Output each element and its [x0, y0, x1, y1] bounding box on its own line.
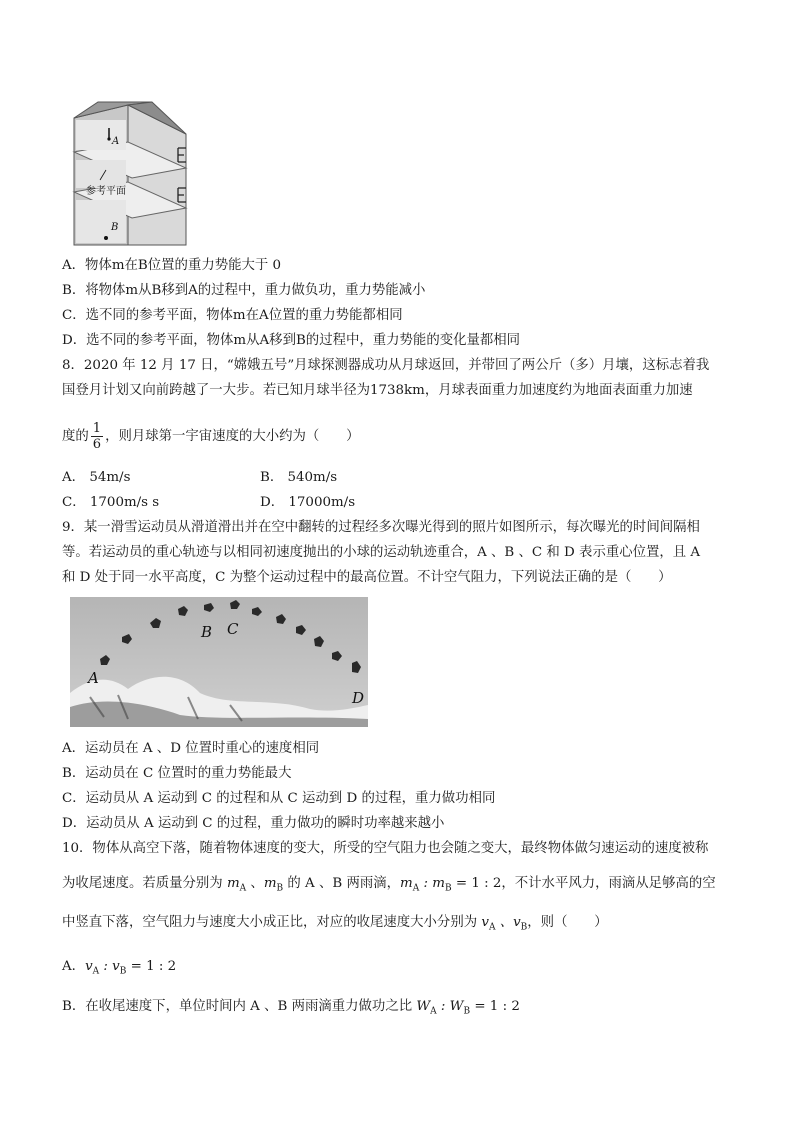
reference-plane-label: 参考平面 — [86, 186, 126, 197]
q10-option-b-prefix: B．在收尾速度下，单位时间内 A 、B 两雨滴重力做功之比 — [62, 999, 417, 1014]
q7-option-c: C．选不同的参考平面，物体m在A位置的重力势能都相同 — [62, 308, 403, 323]
q7-option-a: A．物体m在B位置的重力势能大于 0 — [62, 258, 282, 273]
fraction-denominator: 6 — [92, 437, 102, 452]
q8-line-3 — [62, 421, 359, 452]
mass-ratio-value: = 1 : 2 — [451, 876, 502, 891]
mass-ratio-lhs: $m_A$ : $m_B$ — [400, 876, 452, 894]
q7-option-d: D．选不同的参考平面，物体m从A移到B的过程中，重力势能的变化量都相同 — [62, 333, 521, 348]
work-ratio-value: = 1 : 2 — [470, 999, 520, 1014]
ski-jump-photo — [70, 597, 368, 727]
photo-label-d: D — [352, 689, 365, 707]
q10-line-3-suffix: ，则（ ） — [527, 915, 608, 930]
q10-option-b — [62, 998, 520, 1021]
q9-line-1: 9．某一滑雪运动员从滑道滑出并在空中翻转的过程经多次曝光得到的照片如图所示，每次曝光的时间间隔相 — [62, 520, 700, 535]
building-figure — [68, 100, 192, 250]
photo-label-c: C — [227, 620, 239, 638]
velocity-ratio-lhs: $v_A$ : $v_B$ — [85, 959, 127, 977]
q10-line-2-mid: 的 A 、B 两雨滴， — [283, 876, 401, 891]
q9-option-a: A．运动员在 A 、D 位置时重心的速度相同 — [62, 741, 320, 756]
q8-line-3-suffix: ，则月球第一宇宙速度的大小约为（ ） — [105, 429, 360, 444]
q8-line-1: 8．2020 年 12 月 17 日，“嫦娥五号”月球探测器成功从月球返回，并带回了两公斤（多）月壤，这标志着我 — [62, 358, 710, 373]
fraction-one-sixth — [91, 421, 103, 452]
q9-option-b: B．运动员在 C 位置时的重力势能最大 — [62, 766, 292, 781]
fraction-numerator: 1 — [92, 421, 102, 436]
q10-line-2-prefix: 为收尾速度。若质量分别为 — [62, 876, 227, 891]
q8-option-d: D． 17000m/s — [260, 495, 356, 510]
q7-option-b: B．将物体m从B移到A的过程中，重力做负功，重力势能减小 — [62, 283, 426, 298]
work-ratio-lhs: $W_A$ : $W_B$ — [416, 999, 471, 1017]
q10-line-3-prefix: 中竖直下落，空气阻力与速度大小成正比，对应的收尾速度大小分别为 — [62, 915, 482, 930]
q10-line-2: 为收尾速度。若质量分别为 $m_A$ 、$m_B$ 的 A 、B 两雨滴，$m_A$ : $m_B = 1$ : 2，不计水平风力，雨滴从足够高的空 — [62, 876, 716, 894]
q8-option-b: B． 540m/s — [260, 470, 338, 485]
photo-label-a: A — [88, 669, 99, 687]
q9-line-2: 等。若运动员的重心轨迹与以相同初速度抛出的小球的运动轨迹重合，A 、B 、C 和 D 表示重心位置，且 A — [62, 545, 701, 560]
q10-line-2-suffix: ，不计水平风力，雨滴从足够高的空 — [501, 876, 716, 891]
q9-option-c: C．运动员从 A 运动到 C 的过程和从 C 运动到 D 的过程，重力做功相同 — [62, 791, 496, 806]
mass-a-symbol: $m_A$ — [226, 876, 247, 894]
q10-option-a — [62, 958, 176, 981]
q8-line-3-prefix: 度的 — [62, 429, 89, 444]
velocity-symbols: $v_A$ 、$v_B$ — [481, 915, 528, 933]
mass-b-symbol: $m_B$ — [263, 876, 284, 894]
point-a-label: A — [112, 136, 120, 147]
q10-option-a-prefix: A． — [62, 959, 86, 974]
velocity-ratio-value: = 1 : 2 — [126, 959, 177, 974]
q10-line-3 — [62, 914, 608, 937]
photo-label-b: B — [201, 623, 213, 641]
q10-line-1: 10．物体从高空下落，随着物体速度的变大，所受的空气阻力也会随之变大，最终物体做匀速运动的速度被称 — [62, 841, 709, 856]
point-b-label: B — [111, 222, 119, 233]
q9-option-d: D．运动员从 A 运动到 C 的过程，重力做功的瞬时功率越来越小 — [62, 816, 445, 831]
q8-option-a: A． 54m/s — [62, 470, 131, 485]
q8-line-2: 国登月计划又向前跨越了一大步。若已知月球半径为1738km，月球表面重力加速度约为地面表面重力加速 — [62, 383, 693, 398]
q8-option-c: C． 1700m/s s — [62, 495, 160, 510]
q9-line-3: 和 D 处于同一水平高度，C 为整个运动过程中的最高位置。不计空气阻力，下列说法正确的是（ ） — [62, 570, 672, 585]
